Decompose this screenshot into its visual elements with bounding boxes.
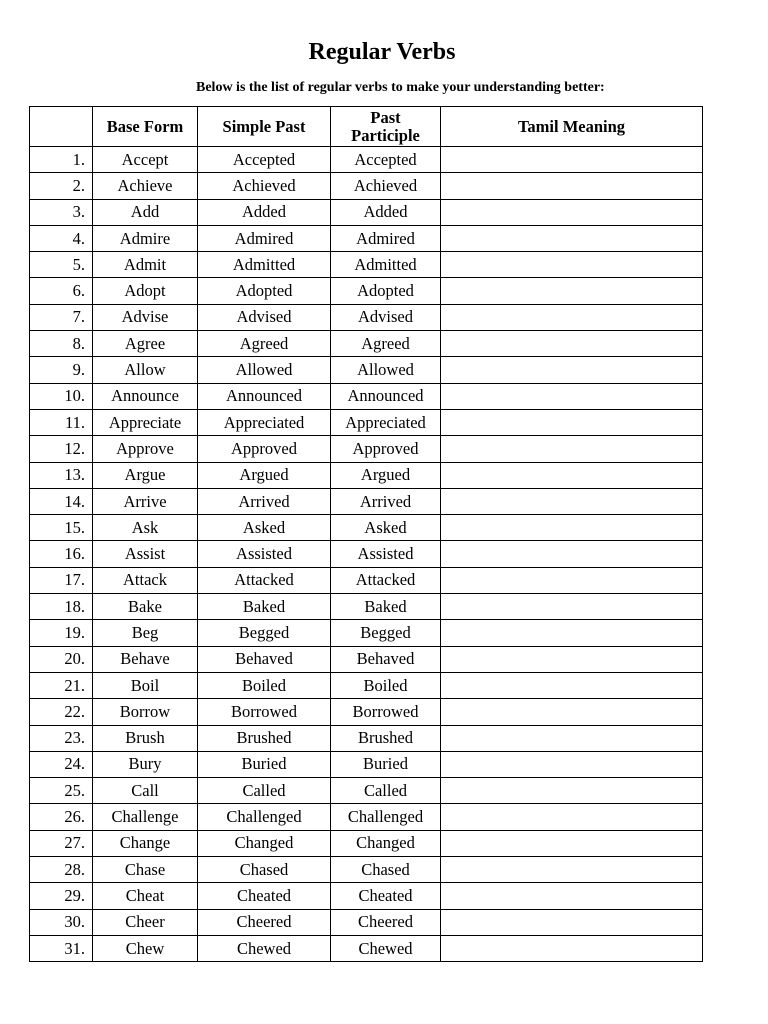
- past-participle-cell: Advised: [331, 304, 441, 330]
- row-number: 21.: [30, 672, 93, 698]
- simple-past-cell: Challenged: [198, 804, 331, 830]
- past-participle-cell: Borrowed: [331, 699, 441, 725]
- past-participle-cell: Admired: [331, 225, 441, 251]
- tamil-meaning-cell: [441, 436, 703, 462]
- simple-past-cell: Baked: [198, 594, 331, 620]
- simple-past-cell: Argued: [198, 462, 331, 488]
- row-number: 14.: [30, 488, 93, 514]
- past-participle-cell: Behaved: [331, 646, 441, 672]
- row-number: 20.: [30, 646, 93, 672]
- header-tamil-meaning: Tamil Meaning: [441, 107, 703, 147]
- simple-past-cell: Admired: [198, 225, 331, 251]
- header-past-participle-line1: Past: [370, 107, 401, 127]
- tamil-meaning-cell: [441, 699, 703, 725]
- base-form-cell: Allow: [93, 357, 198, 383]
- base-form-cell: Cheat: [93, 883, 198, 909]
- row-number: 25.: [30, 778, 93, 804]
- past-participle-cell: Called: [331, 778, 441, 804]
- tamil-meaning-cell: [441, 383, 703, 409]
- header-past-participle: [331, 107, 441, 147]
- tamil-meaning-cell: [441, 909, 703, 935]
- tamil-meaning-cell: [441, 409, 703, 435]
- table-row: [30, 778, 703, 804]
- row-number: 8.: [30, 331, 93, 357]
- base-form-cell: Bake: [93, 594, 198, 620]
- simple-past-cell: Adopted: [198, 278, 331, 304]
- regular-verbs-table: [29, 106, 703, 962]
- base-form-cell: Challenge: [93, 804, 198, 830]
- past-participle-cell: Brushed: [331, 725, 441, 751]
- row-number: 11.: [30, 409, 93, 435]
- past-participle-cell: Admitted: [331, 252, 441, 278]
- base-form-cell: Argue: [93, 462, 198, 488]
- past-participle-cell: Chewed: [331, 935, 441, 961]
- row-number: 13.: [30, 462, 93, 488]
- table-row: [30, 173, 703, 199]
- row-number: 7.: [30, 304, 93, 330]
- table-row: [30, 725, 703, 751]
- past-participle-cell: Begged: [331, 620, 441, 646]
- base-form-cell: Achieve: [93, 173, 198, 199]
- base-form-cell: Behave: [93, 646, 198, 672]
- base-form-cell: Boil: [93, 672, 198, 698]
- table-row: [30, 567, 703, 593]
- table-header-row: [30, 107, 703, 147]
- header-number: [30, 107, 93, 147]
- simple-past-cell: Accepted: [198, 147, 331, 173]
- simple-past-cell: Chewed: [198, 935, 331, 961]
- table-row: [30, 672, 703, 698]
- tamil-meaning-cell: [441, 594, 703, 620]
- row-number: 29.: [30, 883, 93, 909]
- table-row: [30, 147, 703, 173]
- table-body: [30, 147, 703, 962]
- base-form-cell: Adopt: [93, 278, 198, 304]
- table-row: [30, 331, 703, 357]
- table-row: [30, 436, 703, 462]
- header-simple-past: Simple Past: [198, 107, 331, 147]
- past-participle-cell: Changed: [331, 830, 441, 856]
- base-form-cell: Bury: [93, 751, 198, 777]
- table-row: [30, 857, 703, 883]
- table-row: [30, 462, 703, 488]
- table-row: [30, 751, 703, 777]
- tamil-meaning-cell: [441, 804, 703, 830]
- tamil-meaning-cell: [441, 778, 703, 804]
- simple-past-cell: Admitted: [198, 252, 331, 278]
- header-base-form: Base Form: [93, 107, 198, 147]
- simple-past-cell: Added: [198, 199, 331, 225]
- simple-past-cell: Changed: [198, 830, 331, 856]
- tamil-meaning-cell: [441, 278, 703, 304]
- past-participle-cell: Agreed: [331, 331, 441, 357]
- simple-past-cell: Announced: [198, 383, 331, 409]
- row-number: 31.: [30, 935, 93, 961]
- base-form-cell: Change: [93, 830, 198, 856]
- past-participle-cell: Challenged: [331, 804, 441, 830]
- table-row: [30, 909, 703, 935]
- table-row: [30, 225, 703, 251]
- page-subtitle: Below is the list of regular verbs to make your understanding better:: [196, 80, 605, 95]
- base-form-cell: Advise: [93, 304, 198, 330]
- simple-past-cell: Cheated: [198, 883, 331, 909]
- table-row: [30, 646, 703, 672]
- simple-past-cell: Assisted: [198, 541, 331, 567]
- row-number: 1.: [30, 147, 93, 173]
- simple-past-cell: Chased: [198, 857, 331, 883]
- row-number: 5.: [30, 252, 93, 278]
- past-participle-cell: Accepted: [331, 147, 441, 173]
- base-form-cell: Admire: [93, 225, 198, 251]
- row-number: 19.: [30, 620, 93, 646]
- table-row: [30, 383, 703, 409]
- table-row: [30, 699, 703, 725]
- simple-past-cell: Allowed: [198, 357, 331, 383]
- row-number: 4.: [30, 225, 93, 251]
- row-number: 23.: [30, 725, 93, 751]
- table-row: [30, 278, 703, 304]
- row-number: 22.: [30, 699, 93, 725]
- tamil-meaning-cell: [441, 488, 703, 514]
- base-form-cell: Agree: [93, 331, 198, 357]
- simple-past-cell: Begged: [198, 620, 331, 646]
- simple-past-cell: Arrived: [198, 488, 331, 514]
- table-row: [30, 541, 703, 567]
- tamil-meaning-cell: [441, 935, 703, 961]
- past-participle-cell: Chased: [331, 857, 441, 883]
- row-number: 18.: [30, 594, 93, 620]
- past-participle-cell: Announced: [331, 383, 441, 409]
- simple-past-cell: Achieved: [198, 173, 331, 199]
- tamil-meaning-cell: [441, 751, 703, 777]
- simple-past-cell: Agreed: [198, 331, 331, 357]
- row-number: 28.: [30, 857, 93, 883]
- past-participle-cell: Attacked: [331, 567, 441, 593]
- past-participle-cell: Argued: [331, 462, 441, 488]
- tamil-meaning-cell: [441, 515, 703, 541]
- tamil-meaning-cell: [441, 541, 703, 567]
- table-row: [30, 357, 703, 383]
- table-row: [30, 199, 703, 225]
- past-participle-cell: Achieved: [331, 173, 441, 199]
- base-form-cell: Chase: [93, 857, 198, 883]
- table-row: [30, 883, 703, 909]
- row-number: 26.: [30, 804, 93, 830]
- table-row: [30, 304, 703, 330]
- table-row: [30, 488, 703, 514]
- simple-past-cell: Buried: [198, 751, 331, 777]
- simple-past-cell: Boiled: [198, 672, 331, 698]
- table-row: [30, 620, 703, 646]
- tamil-meaning-cell: [441, 567, 703, 593]
- row-number: 3.: [30, 199, 93, 225]
- past-participle-cell: Adopted: [331, 278, 441, 304]
- tamil-meaning-cell: [441, 304, 703, 330]
- tamil-meaning-cell: [441, 725, 703, 751]
- past-participle-cell: Buried: [331, 751, 441, 777]
- simple-past-cell: Borrowed: [198, 699, 331, 725]
- row-number: 10.: [30, 383, 93, 409]
- base-form-cell: Appreciate: [93, 409, 198, 435]
- simple-past-cell: Advised: [198, 304, 331, 330]
- row-number: 24.: [30, 751, 93, 777]
- tamil-meaning-cell: [441, 173, 703, 199]
- base-form-cell: Call: [93, 778, 198, 804]
- simple-past-cell: Behaved: [198, 646, 331, 672]
- past-participle-cell: Allowed: [331, 357, 441, 383]
- tamil-meaning-cell: [441, 357, 703, 383]
- past-participle-cell: Appreciated: [331, 409, 441, 435]
- base-form-cell: Approve: [93, 436, 198, 462]
- past-participle-cell: Added: [331, 199, 441, 225]
- row-number: 15.: [30, 515, 93, 541]
- tamil-meaning-cell: [441, 331, 703, 357]
- base-form-cell: Beg: [93, 620, 198, 646]
- row-number: 16.: [30, 541, 93, 567]
- past-participle-cell: Arrived: [331, 488, 441, 514]
- base-form-cell: Announce: [93, 383, 198, 409]
- tamil-meaning-cell: [441, 672, 703, 698]
- past-participle-cell: Asked: [331, 515, 441, 541]
- base-form-cell: Brush: [93, 725, 198, 751]
- tamil-meaning-cell: [441, 199, 703, 225]
- base-form-cell: Attack: [93, 567, 198, 593]
- row-number: 27.: [30, 830, 93, 856]
- base-form-cell: Chew: [93, 935, 198, 961]
- simple-past-cell: Approved: [198, 436, 331, 462]
- base-form-cell: Admit: [93, 252, 198, 278]
- tamil-meaning-cell: [441, 646, 703, 672]
- table-row: [30, 804, 703, 830]
- tamil-meaning-cell: [441, 252, 703, 278]
- table-row: [30, 252, 703, 278]
- simple-past-cell: Asked: [198, 515, 331, 541]
- past-participle-cell: Baked: [331, 594, 441, 620]
- tamil-meaning-cell: [441, 857, 703, 883]
- past-participle-cell: Cheered: [331, 909, 441, 935]
- base-form-cell: Arrive: [93, 488, 198, 514]
- table-row: [30, 935, 703, 961]
- header-past-participle-line2: Participle: [351, 125, 420, 145]
- tamil-meaning-cell: [441, 225, 703, 251]
- base-form-cell: Add: [93, 199, 198, 225]
- past-participle-cell: Assisted: [331, 541, 441, 567]
- simple-past-cell: Called: [198, 778, 331, 804]
- past-participle-cell: Boiled: [331, 672, 441, 698]
- tamil-meaning-cell: [441, 147, 703, 173]
- base-form-cell: Cheer: [93, 909, 198, 935]
- simple-past-cell: Cheered: [198, 909, 331, 935]
- table-row: [30, 830, 703, 856]
- row-number: 9.: [30, 357, 93, 383]
- row-number: 12.: [30, 436, 93, 462]
- base-form-cell: Accept: [93, 147, 198, 173]
- base-form-cell: Assist: [93, 541, 198, 567]
- row-number: 17.: [30, 567, 93, 593]
- simple-past-cell: Attacked: [198, 567, 331, 593]
- tamil-meaning-cell: [441, 883, 703, 909]
- row-number: 6.: [30, 278, 93, 304]
- simple-past-cell: Brushed: [198, 725, 331, 751]
- table-row: [30, 409, 703, 435]
- tamil-meaning-cell: [441, 620, 703, 646]
- base-form-cell: Borrow: [93, 699, 198, 725]
- simple-past-cell: Appreciated: [198, 409, 331, 435]
- table-row: [30, 594, 703, 620]
- table-row: [30, 515, 703, 541]
- row-number: 30.: [30, 909, 93, 935]
- row-number: 2.: [30, 173, 93, 199]
- past-participle-cell: Approved: [331, 436, 441, 462]
- tamil-meaning-cell: [441, 830, 703, 856]
- base-form-cell: Ask: [93, 515, 198, 541]
- past-participle-cell: Cheated: [331, 883, 441, 909]
- tamil-meaning-cell: [441, 462, 703, 488]
- page-title: Regular Verbs: [308, 39, 456, 65]
